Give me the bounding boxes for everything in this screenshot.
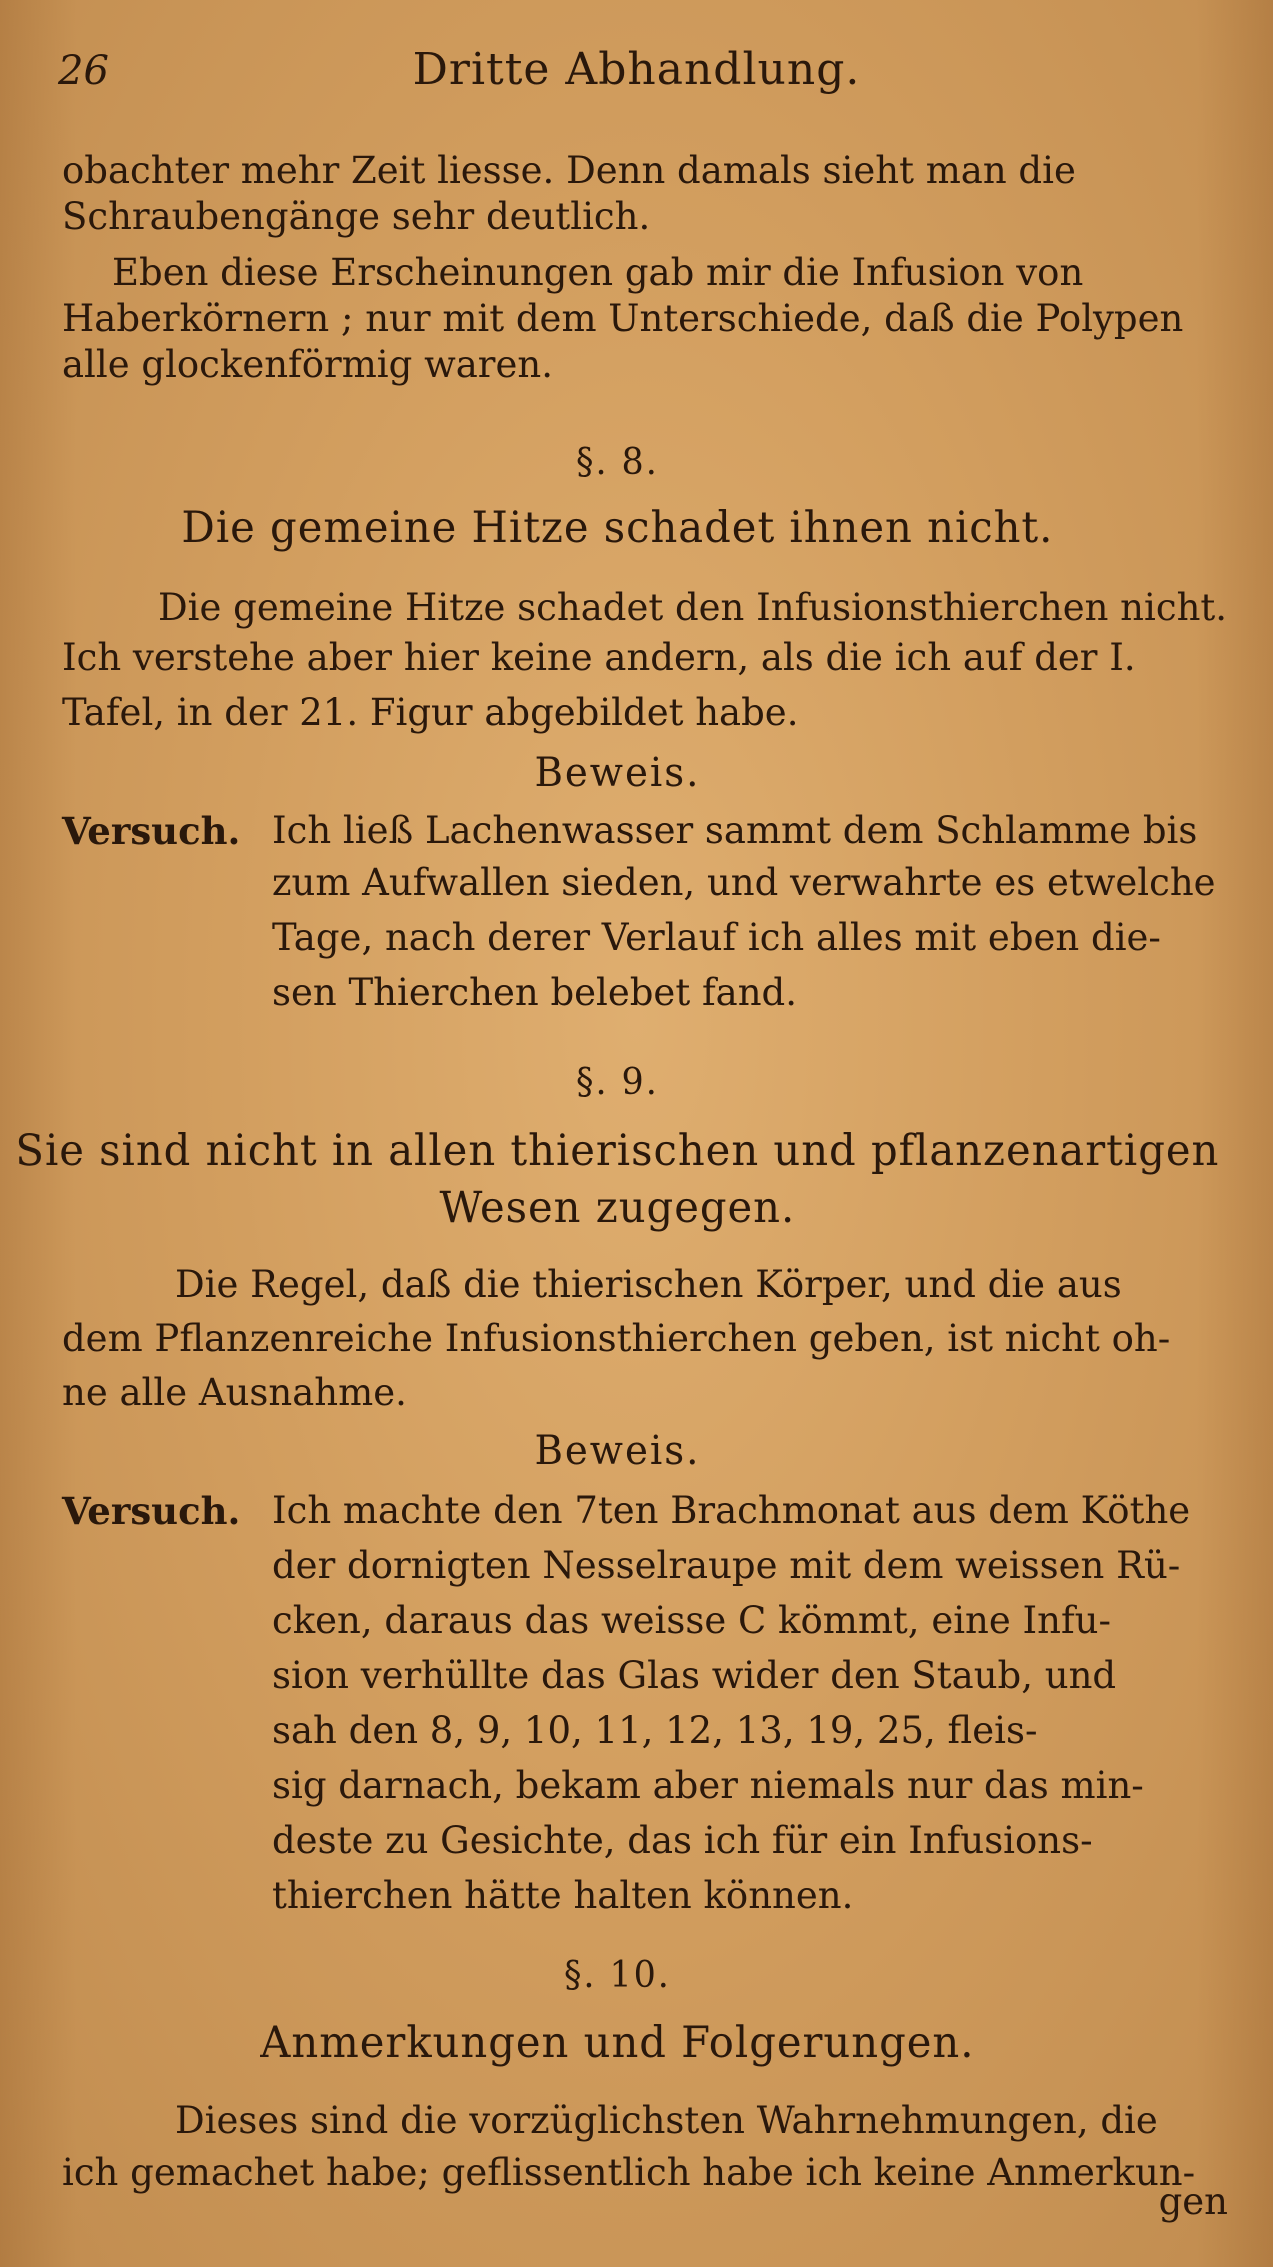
- section-heading: Sie sind nicht in allen thierischen und pflanzenartigen: [15, 1126, 1220, 1176]
- body-line: Dieses sind die vorzüglichsten Wahrnehmungen, die: [175, 2099, 1158, 2142]
- body-line: Tafel, in der 21. Figur abgebildet habe.: [62, 691, 799, 734]
- page-number: 26: [58, 48, 109, 94]
- experiment-line: sah den 8, 9, 10, 11, 12, 13, 19, 25, fleis-: [272, 1709, 1038, 1752]
- experiment-line: Ich machte den 7ten Brachmonat aus dem Köthe: [272, 1489, 1191, 1532]
- body-line: dem Pflanzenreiche Infusionsthierchen geben, ist nicht oh-: [62, 1317, 1171, 1360]
- body-line: Die Regel, daß die thierischen Körper, und die aus: [175, 1263, 1122, 1306]
- experiment-line: sen Thierchen belebet fand.: [272, 971, 797, 1014]
- experiment-line: Tage, nach derer Verlauf ich alles mit eben die-: [272, 916, 1161, 959]
- section-heading: Wesen zugegen.: [439, 1183, 796, 1233]
- experiment-line: sig darnach, bekam aber niemals nur das min-: [272, 1764, 1144, 1807]
- experiment-line: sion verhüllte das Glas wider den Staub, und: [272, 1654, 1117, 1697]
- experiment-line: deste zu Gesichte, das ich für ein Infusions-: [272, 1819, 1093, 1862]
- running-title: Dritte Abhandlung.: [412, 44, 861, 95]
- section-number: §. 10.: [563, 1955, 671, 1996]
- experiment-line: thierchen hätte halten können.: [272, 1874, 854, 1917]
- body-line: Eben diese Erscheinungen gab mir die Infusion von: [112, 251, 1084, 294]
- body-line: Schraubengänge sehr deutlich.: [62, 195, 651, 238]
- body-line: Haberkörnern ; nur mit dem Unterschiede, daß die Polypen: [62, 297, 1184, 340]
- body-line: Ich verstehe aber hier keine andern, als die ich auf der I.: [62, 636, 1136, 679]
- body-line: ne alle Ausnahme.: [62, 1371, 407, 1414]
- experiment-line: Ich ließ Lachenwasser sammt dem Schlamme bis: [272, 809, 1198, 852]
- section-number: §. 9.: [576, 1062, 659, 1103]
- experiment-line: zum Aufwallen sieden, und verwahrte es etwelche: [272, 861, 1216, 904]
- proof-heading: Beweis.: [534, 750, 701, 796]
- section-number: §. 8.: [576, 442, 659, 483]
- body-line: alle glockenförmig waren.: [62, 343, 553, 386]
- body-line: Die gemeine Hitze schadet den Infusionsthierchen nicht.: [158, 586, 1228, 629]
- section-heading: Anmerkungen und Folgerungen.: [260, 2018, 975, 2068]
- body-line: ich gemachet habe; geflissentlich habe ich keine Anmerkun-: [62, 2151, 1196, 2194]
- catchword: gen: [1158, 2180, 1228, 2223]
- experiment-label: Versuch.: [62, 1489, 241, 1533]
- body-line: obachter mehr Zeit liesse. Denn damals sieht man die: [62, 149, 1076, 192]
- experiment-label: Versuch.: [62, 809, 241, 853]
- experiment-line: der dornigten Nesselraupe mit dem weissen Rü-: [272, 1544, 1181, 1587]
- experiment-line: cken, daraus das weisse C kömmt, eine Infu-: [272, 1599, 1112, 1642]
- section-heading: Die gemeine Hitze schadet ihnen nicht.: [181, 503, 1054, 553]
- proof-heading: Beweis.: [534, 1428, 701, 1474]
